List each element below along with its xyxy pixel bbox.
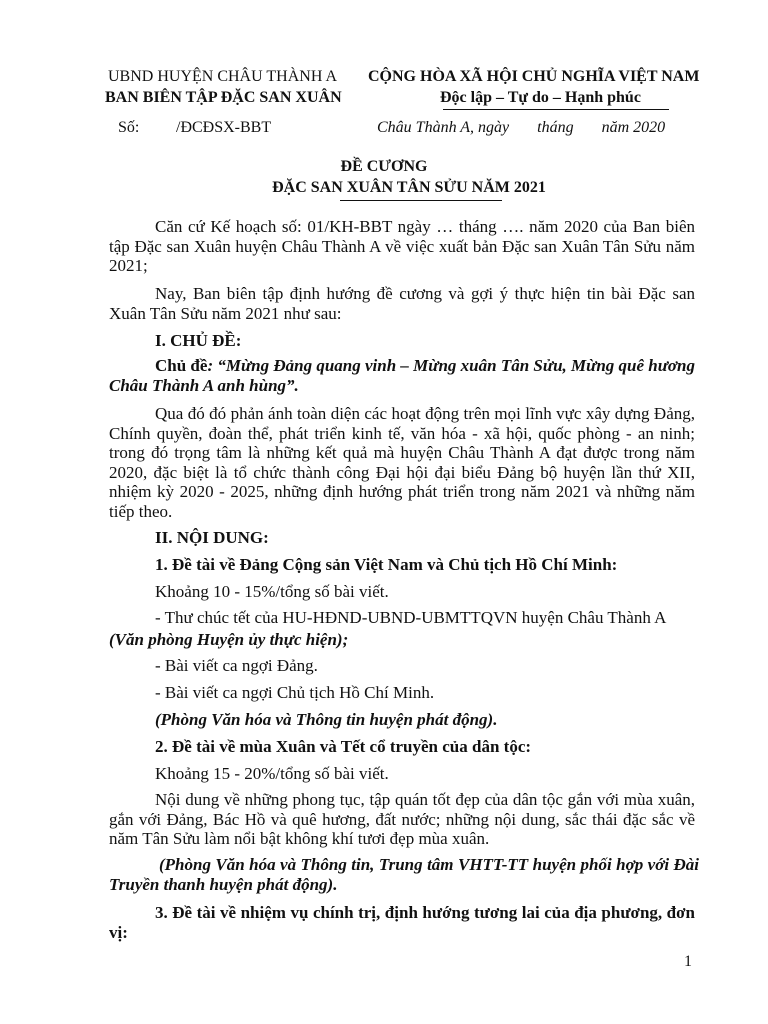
section-1-heading: I. CHỦ ĐỀ: — [155, 331, 242, 350]
topic-1-item-1: - Thư chúc tết của HU-HĐND-UBND-UBMTTQVN huyện Châu Thành A — [155, 608, 667, 627]
topic-2-note: (Phòng Văn hóa và Thông tin, Trung tâm VHTT-TT huyện phối hợp với Đài Truyền thanh huyện phát động). — [109, 855, 699, 894]
section-2-heading: II. NỘI DUNG: — [155, 528, 269, 547]
theme-description: Qua đó đó phản ánh toàn diện các hoạt động trên mọi lĩnh vực xây dựng Đảng, Chính quyền, đoàn thể, phát triển kinh tế, văn hóa - xã hội, quốc phòng - an ninh; trong đó trọng tâm là những kết quả mà huyện Châu Thành A đạt được trong năm 2020, đặc biệt là tổ chức thành công Đại hội đại biểu Đảng bộ huyện lần thứ XII, nhiệm kỳ 2020 - 2025, những định hướng phát triển trong năm 2021 và những năm tiếp theo. — [109, 404, 695, 521]
paragraph-intro: Nay, Ban biên tập định hướng đề cương và gợi ý thực hiện tin bài Đặc san Xuân Tân Sửu năm 2021 như sau: — [109, 284, 695, 323]
theme-paragraph — [109, 356, 695, 395]
board-name: BAN BIÊN TẬP ĐẶC SAN XUÂN — [105, 89, 342, 106]
title-underline — [340, 200, 502, 201]
theme-label: Chủ đề — [155, 356, 208, 375]
motto-underline — [443, 109, 669, 110]
national-title: CỘNG HÒA XÃ HỘI CHỦ NGHĨA VIỆT NAM — [368, 68, 700, 85]
topic-2-heading: 2. Đề tài về mùa Xuân và Tết cổ truyền của dân tộc: — [155, 737, 532, 756]
topic-2-paragraph: Nội dung về những phong tục, tập quán tốt đẹp của dân tộc gắn với mùa xuân, gắn với Đảng, Bác Hồ và quê hương, đất nước; những nội dung, sắc thái đặc sắc về năm Tân Sửu làm nổi bật không khí tươi đẹp mùa xuân. — [109, 790, 695, 848]
place-date: Châu Thành A, ngày tháng năm 2020 — [377, 119, 666, 136]
doc-title: ĐỀ CƯƠNG — [340, 158, 428, 175]
topic-1-item-2: - Bài viết ca ngợi Đảng. — [155, 656, 318, 675]
topic-1-heading: 1. Đề tài về Đảng Cộng sản Việt Nam và Chủ tịch Hồ Chí Minh: — [155, 555, 618, 574]
national-motto: Độc lập – Tự do – Hạnh phúc — [440, 89, 641, 106]
page-number: 1 — [684, 953, 692, 970]
doc-number-label: Số: — [118, 119, 140, 136]
topic-1-item-1-note: (Văn phòng Huyện ủy thực hiện); — [109, 630, 349, 649]
doc-number-code: /ĐCĐSX-BBT — [176, 119, 272, 136]
topic-3-heading: 3. Đề tài về nhiệm vụ chính trị, định hướng tương lai của địa phương, đơn vị: — [109, 903, 695, 942]
topic-1-note: (Phòng Văn hóa và Thông tin huyện phát động). — [155, 710, 498, 729]
paragraph-basis: Căn cứ Kế hoạch số: 01/KH-BBT ngày … tháng …. năm 2020 của Ban biên tập Đặc san Xuân huyện Châu Thành A về việc xuất bản Đặc san Xuân Tân Sửu năm 2021; — [109, 217, 695, 275]
topic-1-ratio: Khoảng 10 - 15%/tổng số bài viết. — [155, 582, 389, 601]
topic-2-ratio: Khoảng 15 - 20%/tổng số bài viết. — [155, 764, 389, 783]
doc-subtitle: ĐẶC SAN XUÂN TÂN SỬU NĂM 2021 — [272, 179, 546, 196]
topic-1-item-3: - Bài viết ca ngợi Chủ tịch Hồ Chí Minh. — [155, 683, 435, 702]
agency-name: UBND HUYỆN CHÂU THÀNH A — [108, 68, 338, 85]
theme-text: : “Mừng Đảng quang vinh – Mừng xuân Tân Sửu, Mừng quê hương Châu Thành A anh hùng”. — [109, 356, 695, 395]
